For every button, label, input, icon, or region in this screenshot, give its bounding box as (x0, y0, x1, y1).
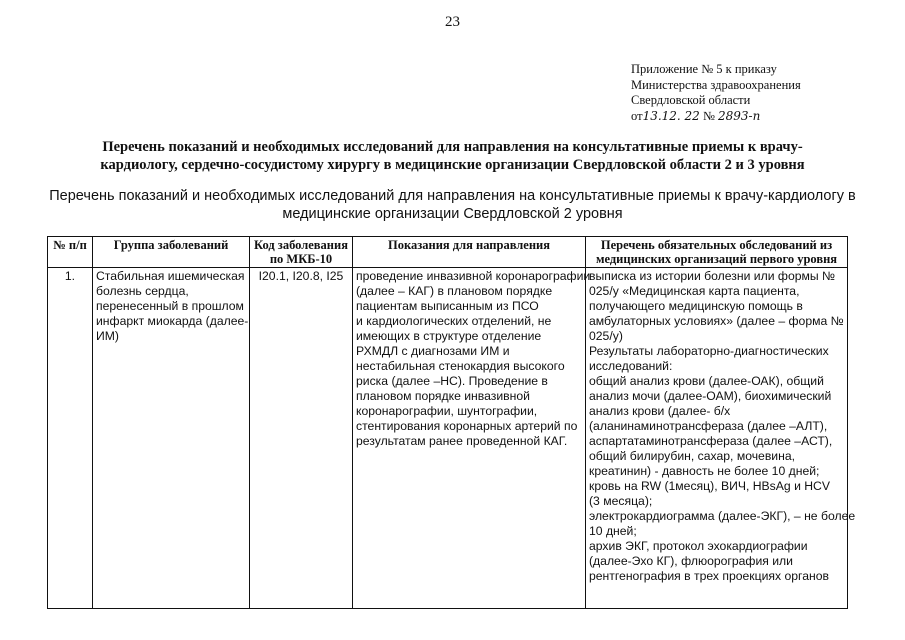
cell-line: 10 дней; (589, 524, 637, 538)
cell-line: общий анализ крови (далее-ОАК), общий (589, 374, 824, 388)
cell-line: исследований: (589, 359, 673, 373)
cell-line: Стабильная ишемическая (96, 269, 245, 283)
header-num (48, 237, 93, 268)
header-text: Перечень обязательных обследований из (600, 238, 833, 252)
cell-line: РХМДЛ с диагнозами ИМ и (356, 344, 510, 358)
order-number: 2893-п (718, 108, 761, 123)
cell-line: 025/у «Медицинская карта пациента, (589, 284, 800, 298)
cell-line: болезнь сердца, (96, 284, 189, 298)
header-text: Код заболевания (254, 238, 348, 252)
cell-line: (3 месяца); (589, 494, 653, 508)
document-title (0, 138, 905, 174)
cell-line: (далее-Эхо КГ), флюорография или (589, 554, 793, 568)
header-indications (353, 237, 586, 268)
date-value: 13.12. 22 (642, 108, 700, 123)
cell-examinations (586, 268, 856, 609)
cell-line: стентирования коронарных артерий по (356, 419, 578, 433)
cell-line: и кардиологических отделений, не (356, 314, 552, 328)
appendix-block (631, 62, 801, 124)
cell-line: пациентам выписанным из ПСО (356, 299, 539, 313)
cell-code: I20.1, I20.8, I25 (250, 268, 353, 609)
cell-line: получающего медицинскую помощь в (589, 299, 803, 313)
cell-line: выписка из истории болезни или формы № (589, 269, 836, 283)
header-text: Показания для направления (387, 238, 551, 252)
appendix-line-3: Свердловской области (631, 93, 751, 107)
page-number: 23 (445, 14, 460, 30)
cell-line: электрокардиограмма (далее-ЭКГ), – не более (589, 509, 856, 523)
cell-line: амбулаторных условиях» (далее – форма № (589, 314, 844, 328)
header-text: медицинских организаций первого уровня (595, 252, 838, 266)
cell-indications (353, 268, 591, 609)
header-group (93, 237, 250, 268)
cell-line: риска (далее –НС). Проведение в (356, 374, 548, 388)
cell-line: плановом порядке инвазивной (356, 389, 530, 403)
cell-line: ИМ) (96, 329, 119, 343)
cell-line: Результаты лабораторно-диагностических (589, 344, 829, 358)
appendix-line-2: Министерства здравоохранения (631, 77, 801, 92)
cell-line: архив ЭКГ, протокол эхокардиографии (589, 539, 808, 553)
cell-line: (далее – КАГ) в плановом порядке (356, 284, 553, 298)
header-examinations (586, 237, 848, 268)
header-code (250, 237, 353, 268)
cell-line: рентгенография в трех проекциях органов (589, 569, 829, 583)
header-text: № п/п (53, 238, 87, 252)
subtitle-line-2: медицинские организации Свердловской 2 уровня (282, 206, 623, 222)
cell-line: результатам ранее проведенной КАГ. (356, 434, 568, 448)
number-prefix: № (702, 108, 715, 123)
section-subtitle (0, 187, 905, 223)
appendix-date-line (631, 109, 801, 125)
cell-line: коронарографии, шунтографии, (356, 404, 538, 418)
cell-line: перенесенный в прошлом (96, 299, 244, 313)
cell-line: общий билирубин, сахар, мочевина, (589, 449, 796, 463)
table-row (48, 268, 848, 609)
cell-line: (аланинаминотрансфераза (далее –АЛТ), (589, 419, 828, 433)
cell-line: анализ мочи (далее-ОАМ), биохимический (589, 389, 832, 403)
subtitle-line-1: Перечень показаний и необходимых исследований для направления на консультативные приемы к врачу-кардиологу в (49, 188, 856, 204)
cell-line: имеющих в структуре отделение (356, 329, 542, 343)
cell-num: 1. (48, 268, 93, 609)
table-header-row (48, 237, 848, 268)
cell-line: аспартатаминотрансфераза (далее –АСТ), (589, 434, 833, 448)
referral-table (47, 236, 856, 609)
appendix-line-1: Приложение № 5 к приказу (631, 62, 777, 76)
cell-line: инфаркт миокарда (далее- (96, 314, 249, 328)
cell-line: креатинин) - давность не более 10 дней; (589, 464, 820, 478)
cell-line: нестабильная стенокардия высокого (356, 359, 565, 373)
date-prefix: от (631, 108, 643, 123)
title-line-1: Перечень показаний и необходимых исследований для направления на консультативные приемы к врачу- (102, 139, 803, 155)
title-line-2: кардиологу, сердечно-сосудистому хирургу в медицинские организации Свердловской области 2 и 3 уровня (100, 157, 805, 173)
header-text: Группа заболеваний (113, 238, 229, 252)
header-text: по МКБ-10 (269, 252, 333, 266)
cell-line: 025/у) (589, 329, 623, 343)
cell-line: проведение инвазивной коронарографии (356, 269, 591, 283)
cell-line: кровь на RW (1месяц), ВИЧ, HBsAg и HCV (589, 479, 830, 493)
cell-group (93, 268, 250, 609)
cell-line: анализ крови (далее- б/х (589, 404, 731, 418)
